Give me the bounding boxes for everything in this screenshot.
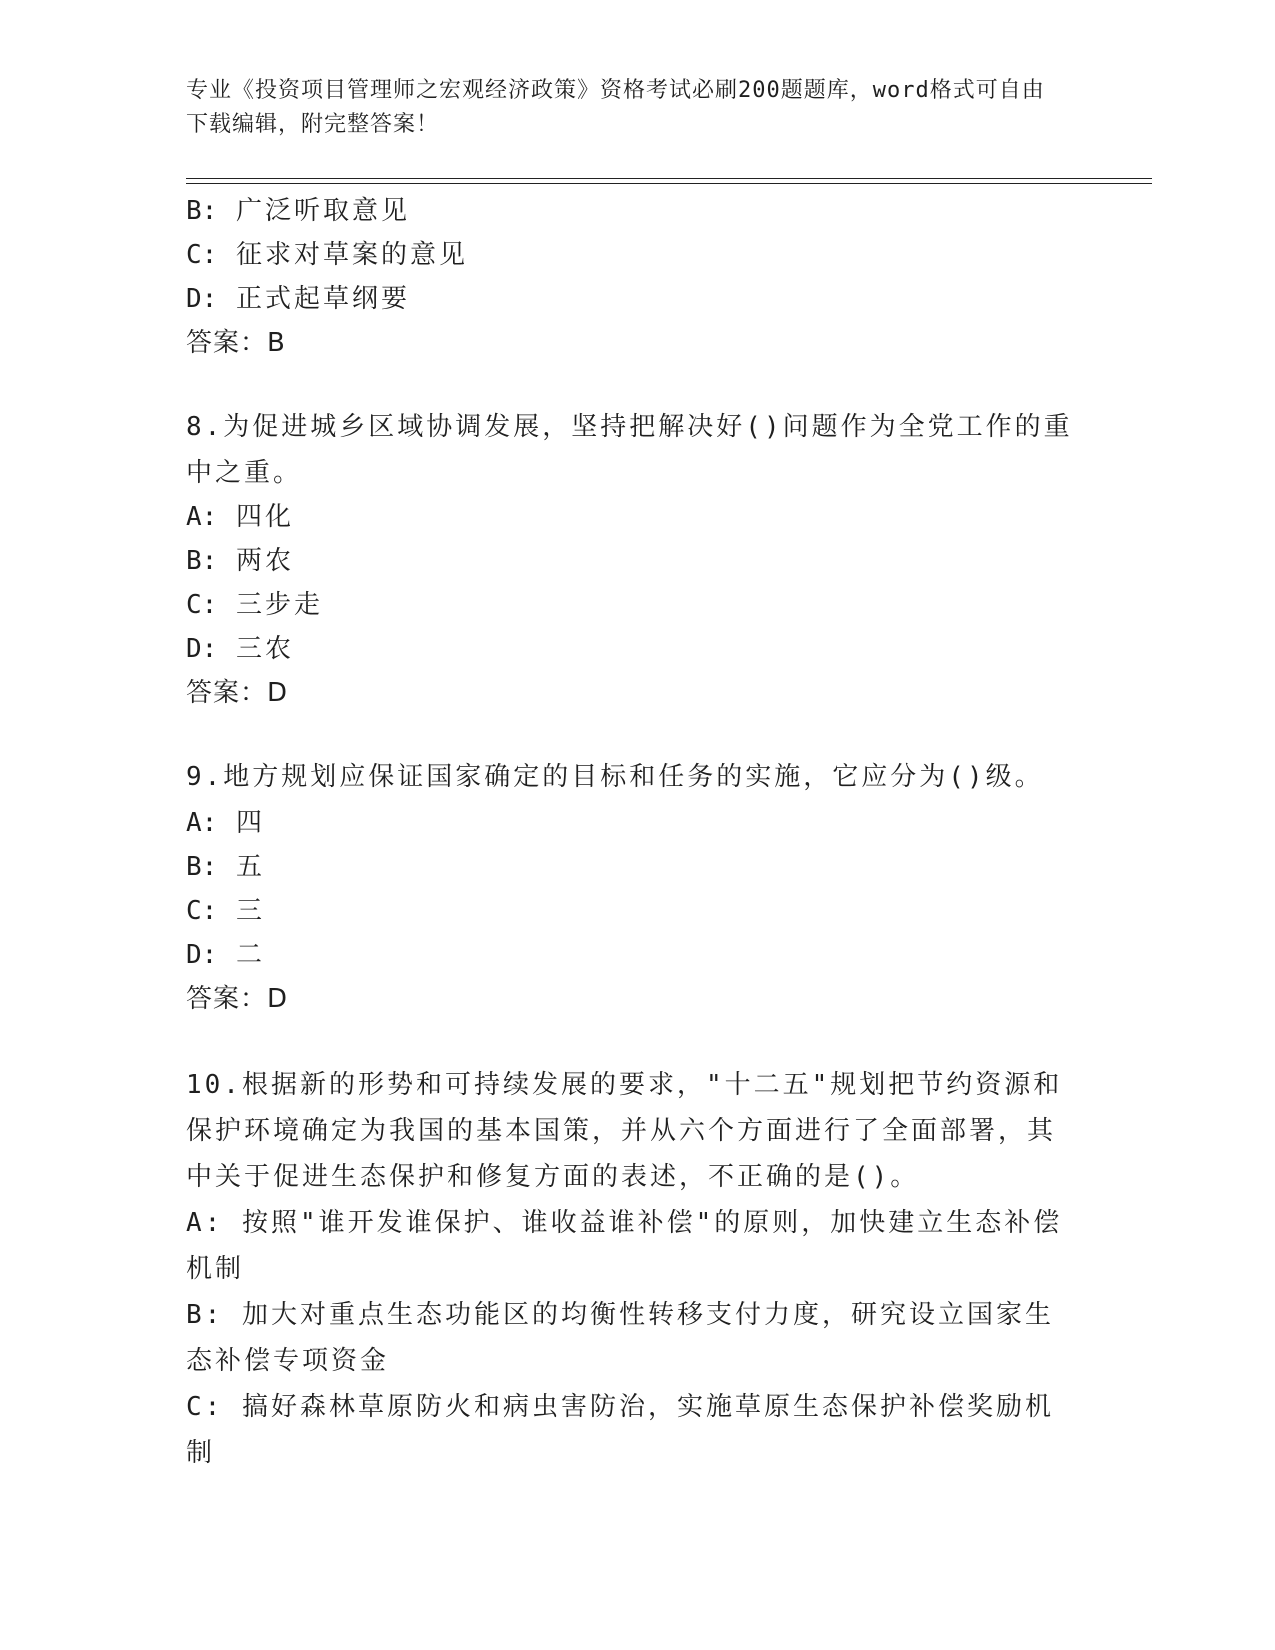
option-text: 四 (235, 808, 265, 838)
q9-option-b (186, 846, 265, 883)
option-label: D: (186, 940, 218, 970)
q7-answer: 答案：B (186, 328, 286, 358)
option-label: D: (186, 284, 218, 314)
option-text: 征求对草案的意见 (235, 240, 468, 270)
option-label: A: (186, 1208, 224, 1238)
q7-option-c (186, 234, 468, 271)
q9-answer: 答案：D (186, 984, 289, 1014)
option-text: 四化 (235, 502, 294, 532)
option-text: 三 (235, 896, 265, 926)
option-label: B: (186, 1300, 224, 1330)
option-text: 五 (235, 852, 265, 882)
q10-option-c (186, 1384, 1076, 1476)
option-label: A: (186, 808, 218, 838)
q8-answer: 答案：D (186, 678, 289, 708)
q10-option-b (186, 1292, 1076, 1384)
document-header: 专业《投资项目管理师之宏观经济政策》资格考试必刷200题题库，word格式可自由下载编辑，附完整答案！ (186, 78, 1045, 137)
option-label: A: (186, 502, 218, 532)
option-text: 二 (235, 940, 265, 970)
option-label: C: (186, 590, 218, 620)
option-label: B: (186, 852, 218, 882)
q10-question: 10.根据新的形势和可持续发展的要求，"十二五"规划把节约资源和保护环境确定为我国的基本国策，并从六个方面进行了全面部署，其中关于促进生态保护和修复方面的表述，不正确的是()。 (186, 1070, 1063, 1192)
q9-option-a (186, 802, 265, 839)
option-text: 加大对重点生态功能区的均衡性转移支付力度，研究设立国家生态补偿专项资金 (186, 1300, 1054, 1376)
option-text: 广泛听取意见 (235, 196, 410, 226)
option-text: 两农 (235, 546, 294, 576)
q8-option-b (186, 540, 294, 577)
q10-option-a (186, 1200, 1076, 1292)
q9-option-c (186, 890, 265, 927)
option-label: B: (186, 196, 218, 226)
q8-option-d (186, 628, 294, 665)
q9-question: 9.地方规划应保证国家确定的目标和任务的实施，它应分为()级。 (186, 762, 1044, 792)
header-divider-top (186, 178, 1152, 179)
q8-option-c (186, 584, 323, 621)
option-label: C: (186, 896, 218, 926)
header-divider-bottom (186, 183, 1152, 184)
option-label: C: (186, 240, 218, 270)
option-text: 搞好森林草原防火和病虫害防治，实施草原生态保护补偿奖励机制 (186, 1392, 1054, 1468)
option-label: C: (186, 1392, 224, 1422)
q8-question: 8.为促进城乡区域协调发展，坚持把解决好()问题作为全党工作的重中之重。 (186, 412, 1073, 488)
option-text: 按照"谁开发谁保护、谁收益谁补偿"的原则，加快建立生态补偿机制 (186, 1208, 1063, 1284)
option-label: B: (186, 546, 218, 576)
q7-option-d (186, 278, 410, 315)
q8-option-a (186, 496, 294, 533)
option-text: 三农 (235, 634, 294, 664)
option-label: D: (186, 634, 218, 664)
q7-option-b (186, 190, 410, 227)
option-text: 三步走 (235, 590, 323, 620)
q9-option-d (186, 934, 265, 971)
option-text: 正式起草纲要 (235, 284, 410, 314)
